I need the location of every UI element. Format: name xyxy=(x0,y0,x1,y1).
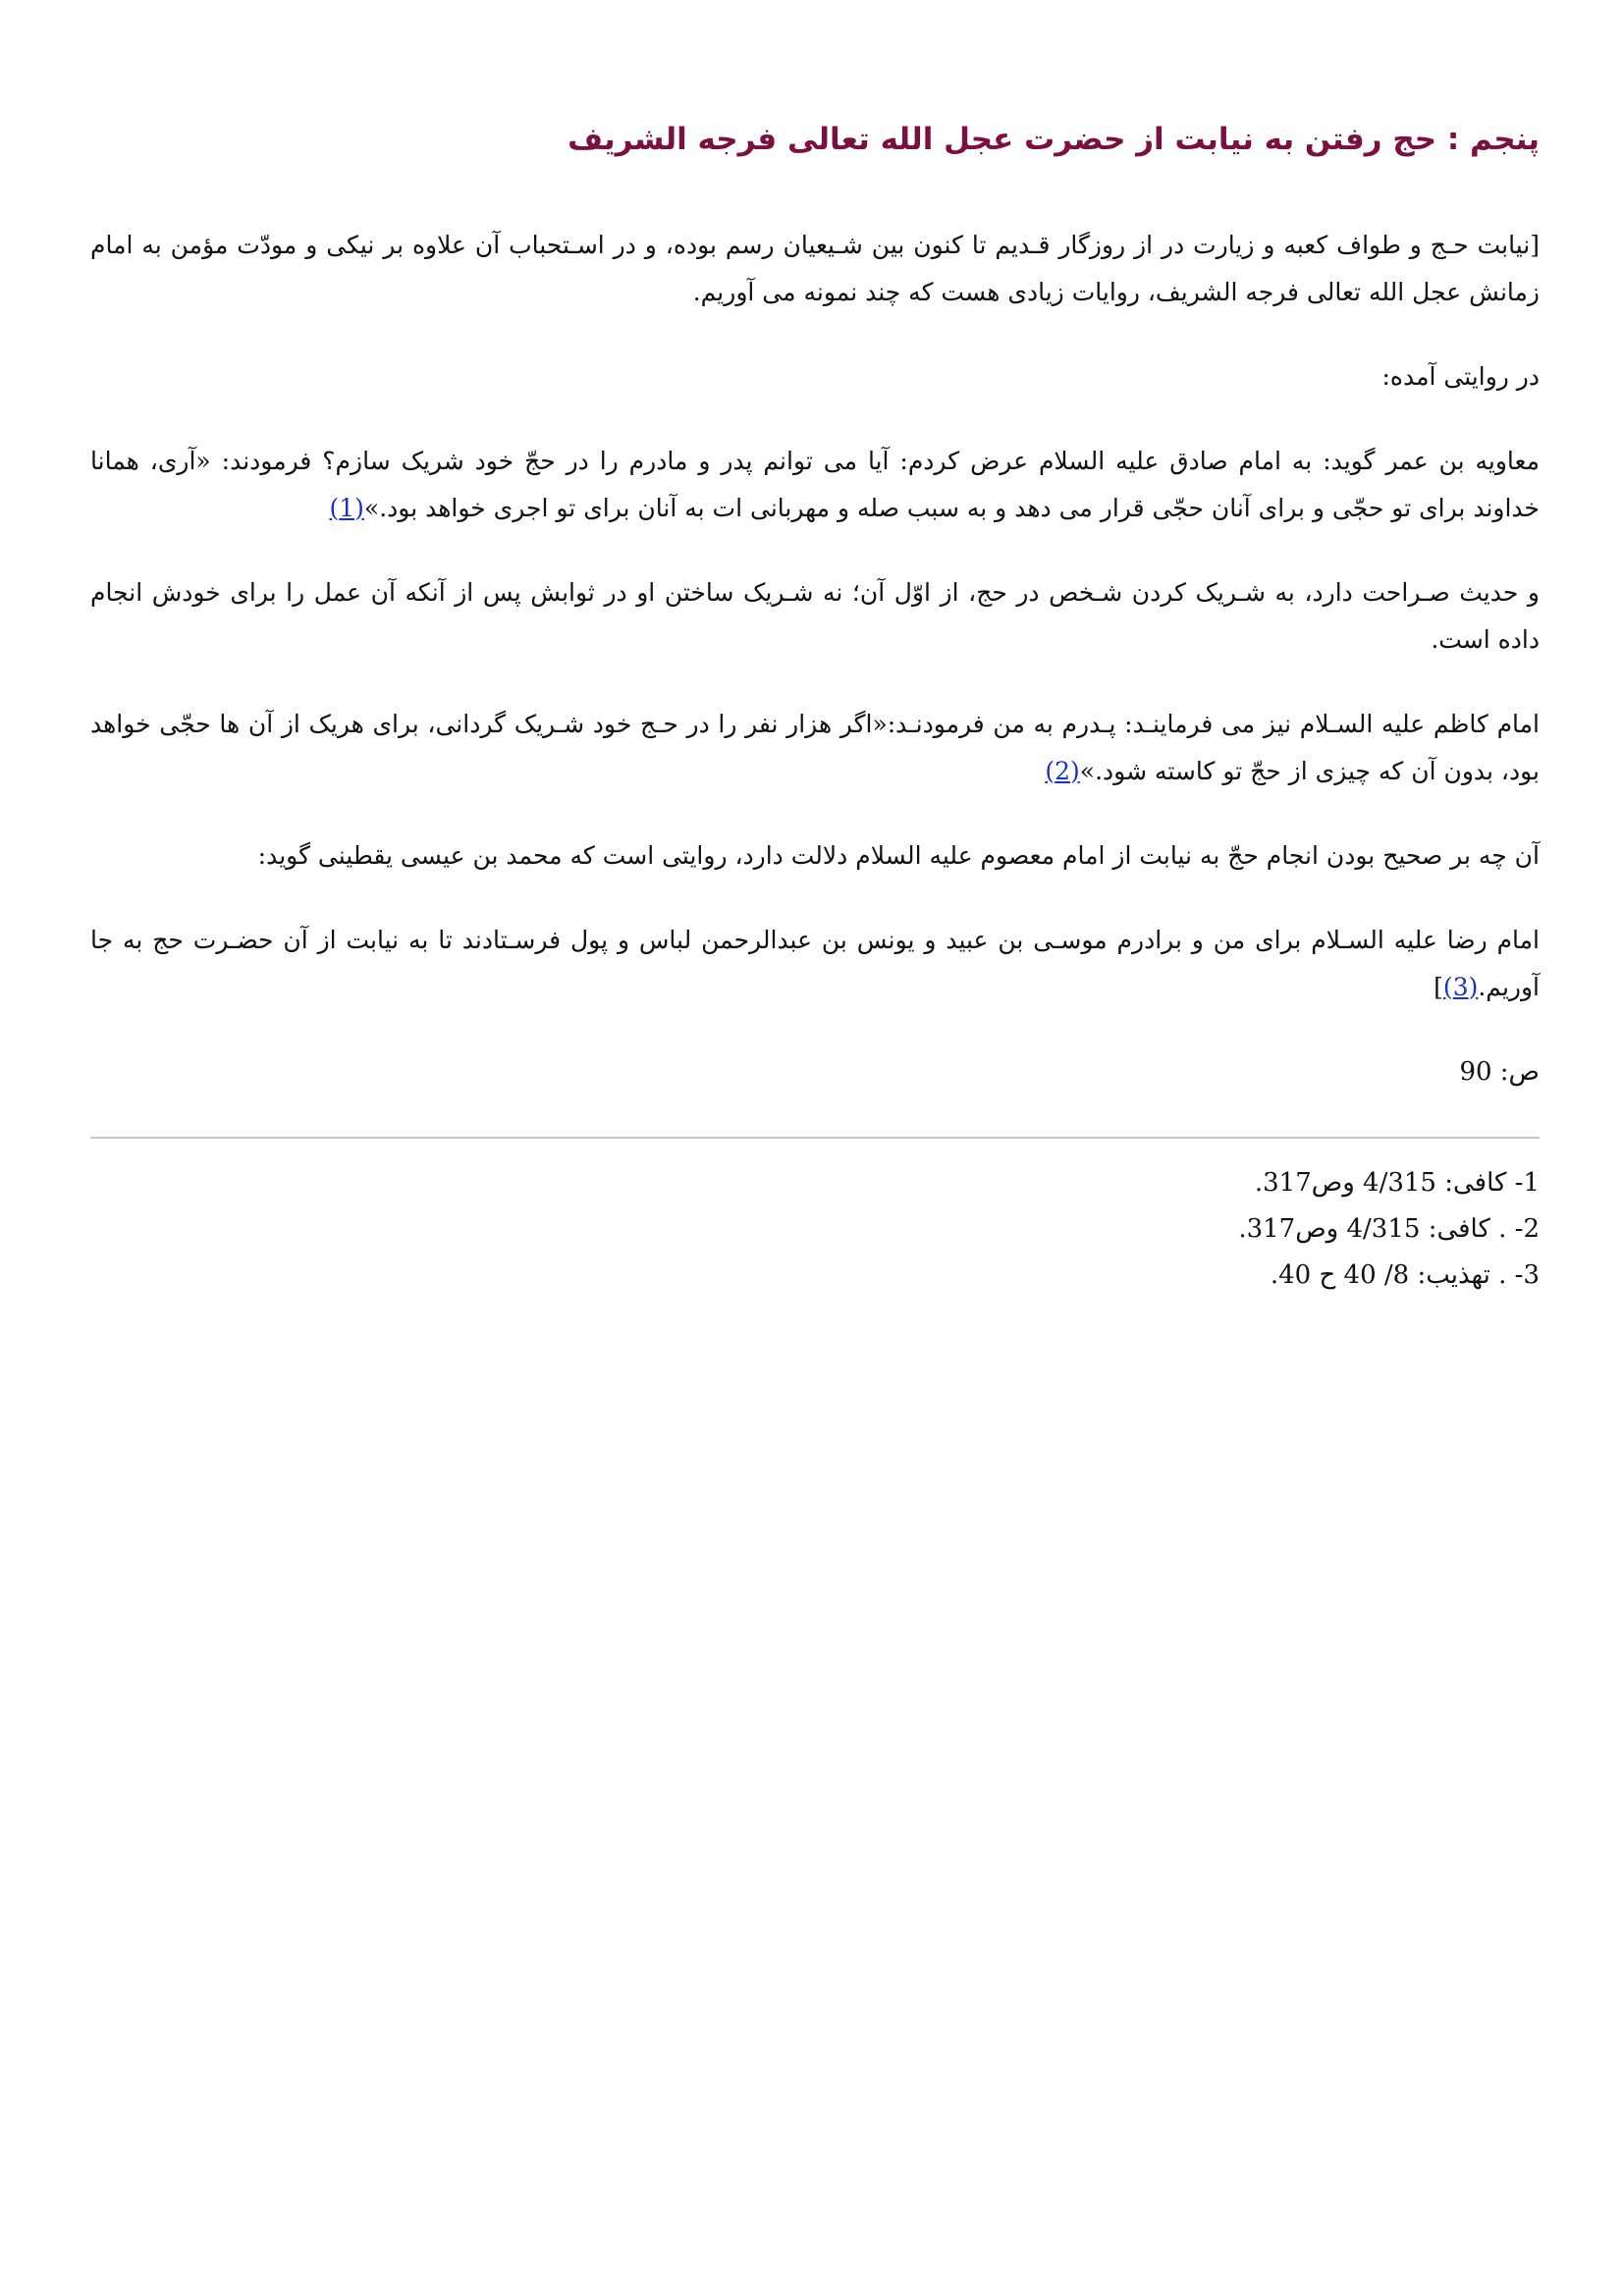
paragraph-text: و حدیث صـراحت دارد، به شـریک کردن شـخص در حج، از اوّل آن؛ نه شـریک ساختن او در ثوابش پس از آنکه آن عمل را برای خودش انجام داده است. xyxy=(90,578,1540,654)
paragraph xyxy=(90,222,1540,316)
page-number: ص: 90 xyxy=(1459,1057,1540,1087)
paragraph-text: امام کاظم علیه السـلام نیز می فرماینـد: پـدرم به من فرمودنـد:«اگر هزار نفر را در حـج خود شـریک گردانی، برای هریک از آن ها حجّی خواهد بود، بدون آن که چیزی از حجّ تو کاسته شود.» xyxy=(90,710,1540,785)
footnote-item: 2- . کافی: 4/315 وص317. xyxy=(1238,1214,1540,1244)
paragraph-text: در روایتی آمده: xyxy=(1381,362,1540,391)
paragraph-text: [نیابت حـج و طواف کعبه و زیارت در از روزگار قـدیم تا کنون بین شـیعیان رسم بوده، و در اسـتحباب آن علاوه بر نیکی و مودّت مؤمن به امام زمانش عجل الله تعالی فرجه الشریف، روایات زیادی هست که چند نمونه می آوریم. xyxy=(90,231,1540,306)
footnote-item: 1- کافی: 4/315 وص317. xyxy=(1254,1168,1540,1198)
footnote-item: 3- . تهذیب: 8/ 40 ح 40. xyxy=(1270,1260,1540,1290)
section-heading: پنجم : حج رفتن به نیابت از حضرت عجل الله تعالی فرجه الشریف xyxy=(568,122,1540,157)
footnote-link-1[interactable]: (1) xyxy=(329,494,364,522)
paragraph-text: معاویه بن عمر گوید: به امام صادق علیه السلام عرض کردم: آیا می توانم پدر و مادرم را در حجّ خود شریک سازم؟ فرمودند: «آری، همانا خداوند برای تو حجّی و برای آنان حجّی قرار می دهد و به سبب صله و مهربانی ات به آنان برای تو اجری خواهد بود.» xyxy=(90,447,1540,522)
closing-bracket: ] xyxy=(1434,973,1443,1001)
paragraph xyxy=(90,353,1540,400)
paragraph-text: امام رضا علیه السـلام برای من و برادرم موسـی بن عبید و یونس بن عبدالرحمن لباس و پول فرسـتادند تا به نیابت از آن حضـرت حج به جا آوریم. xyxy=(90,926,1540,1001)
footnote-link-3[interactable]: (3) xyxy=(1442,973,1479,1001)
paragraph xyxy=(90,569,1540,664)
paragraph-text: آن چه بر صحیح بودن انجام حجّ به نیابت از امام معصوم علیه السلام دلالت دارد، روایتی است که محمد بن عیسی یقطینی گوید: xyxy=(257,841,1540,870)
footnote-link-2[interactable]: (2) xyxy=(1045,757,1080,785)
paragraph xyxy=(90,438,1540,532)
paragraph xyxy=(90,917,1540,1011)
footnote-divider xyxy=(90,1137,1540,1139)
paragraph xyxy=(90,701,1540,795)
footnote-list xyxy=(90,1160,1540,1299)
document-page xyxy=(90,116,1540,1299)
paragraph xyxy=(90,832,1540,880)
